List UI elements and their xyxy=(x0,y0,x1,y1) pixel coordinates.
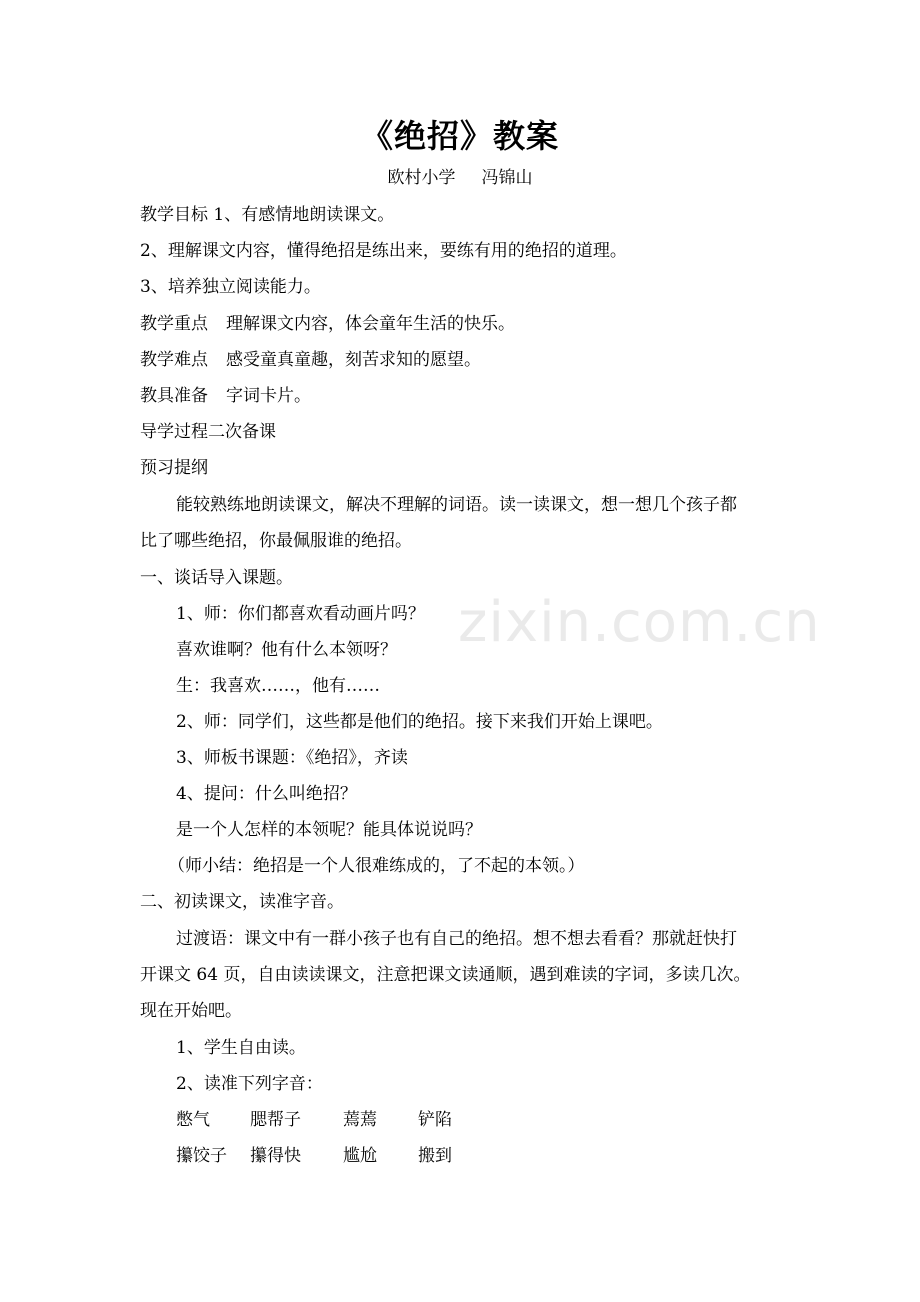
section-1-line: 4、提问：什么叫绝招？ xyxy=(176,784,357,804)
key-point-label: 教学重点 xyxy=(140,314,208,334)
author-line xyxy=(0,165,920,191)
section-1-heading: 一、谈话导入课题。 xyxy=(140,568,293,588)
process-heading: 导学过程二次备课 xyxy=(140,422,276,442)
word-item: 铲陷 xyxy=(418,1110,452,1130)
preview-paragraph-line-2: 比了哪些绝招，你最佩服谁的绝招。 xyxy=(140,531,412,551)
section-1-line: 是一个人怎样的本领呢？能具体说说吗？ xyxy=(176,820,482,840)
section-1-summary: （师小结：绝招是一个人很难练成的，了不起的本领。） xyxy=(168,856,585,876)
preview-paragraph-line-1: 能较熟练地朗读课文，解决不理解的词语。读一读课文，想一想几个孩子都 xyxy=(176,495,737,515)
word-item: 搬到 xyxy=(418,1146,452,1166)
watermark: zixin.com.cn xyxy=(458,590,821,655)
section-1-line: 生：我喜欢……，他有…… xyxy=(176,676,380,696)
word-item: 攥饺子 xyxy=(176,1146,227,1166)
word-item: 腮帮子 xyxy=(250,1110,301,1130)
section-1-line: 3、师板书课题：《绝招》，齐读 xyxy=(176,748,408,768)
materials-text: 字词卡片。 xyxy=(226,386,311,406)
word-item: 憋气 xyxy=(176,1110,210,1130)
section-1-line: 1、师：你们都喜欢看动画片吗？ xyxy=(176,604,425,624)
goals-line xyxy=(140,202,394,228)
difficulty-label: 教学难点 xyxy=(140,350,208,370)
difficulty-line xyxy=(140,347,481,373)
document-title: 《绝招》教案 xyxy=(360,117,559,155)
difficulty-text: 感受童真童趣，刻苦求知的愿望。 xyxy=(226,350,481,370)
goals-label: 教学目标 xyxy=(140,205,208,225)
step-2: 2、读准下列字音： xyxy=(176,1074,323,1094)
transition-line-3: 现在开始吧。 xyxy=(140,1001,242,1021)
section-2-heading: 二、初读课文，读准字音。 xyxy=(140,892,344,912)
goal-item-3: 3、培养独立阅读能力。 xyxy=(140,277,321,297)
key-point-text: 理解课文内容，体会童年生活的快乐。 xyxy=(226,314,515,334)
step-1: 1、学生自由读。 xyxy=(176,1038,306,1058)
author-name: 冯锦山 xyxy=(481,168,533,188)
transition-line-1: 过渡语：课文中有一群小孩子也有自己的绝招。想不想去看看？那就赶快打 xyxy=(176,929,737,949)
materials-line xyxy=(140,383,311,409)
word-item: 尴尬 xyxy=(343,1146,377,1166)
goal-item-2: 2、理解课文内容，懂得绝招是练出来，要练有用的绝招的道理。 xyxy=(140,241,627,261)
materials-label: 教具准备 xyxy=(140,386,208,406)
word-item: 攥得快 xyxy=(250,1146,301,1166)
school-name: 欧村小学 xyxy=(387,168,456,188)
preview-heading: 预习提纲 xyxy=(140,458,208,478)
transition-line-2: 开课文 64 页，自由读读课文，注意把课文读通顺，遇到难读的字词，多读几次。 xyxy=(140,965,751,985)
key-point-line xyxy=(140,311,515,337)
section-1-line: 2、师：同学们，这些都是他们的绝招。接下来我们开始上课吧。 xyxy=(176,712,663,732)
section-1-line: 喜欢谁啊？他有什么本领呀？ xyxy=(176,640,397,660)
word-item: 蔫蔫 xyxy=(343,1110,377,1130)
goal-item-1: 1、有感情地朗读课文。 xyxy=(213,205,395,225)
